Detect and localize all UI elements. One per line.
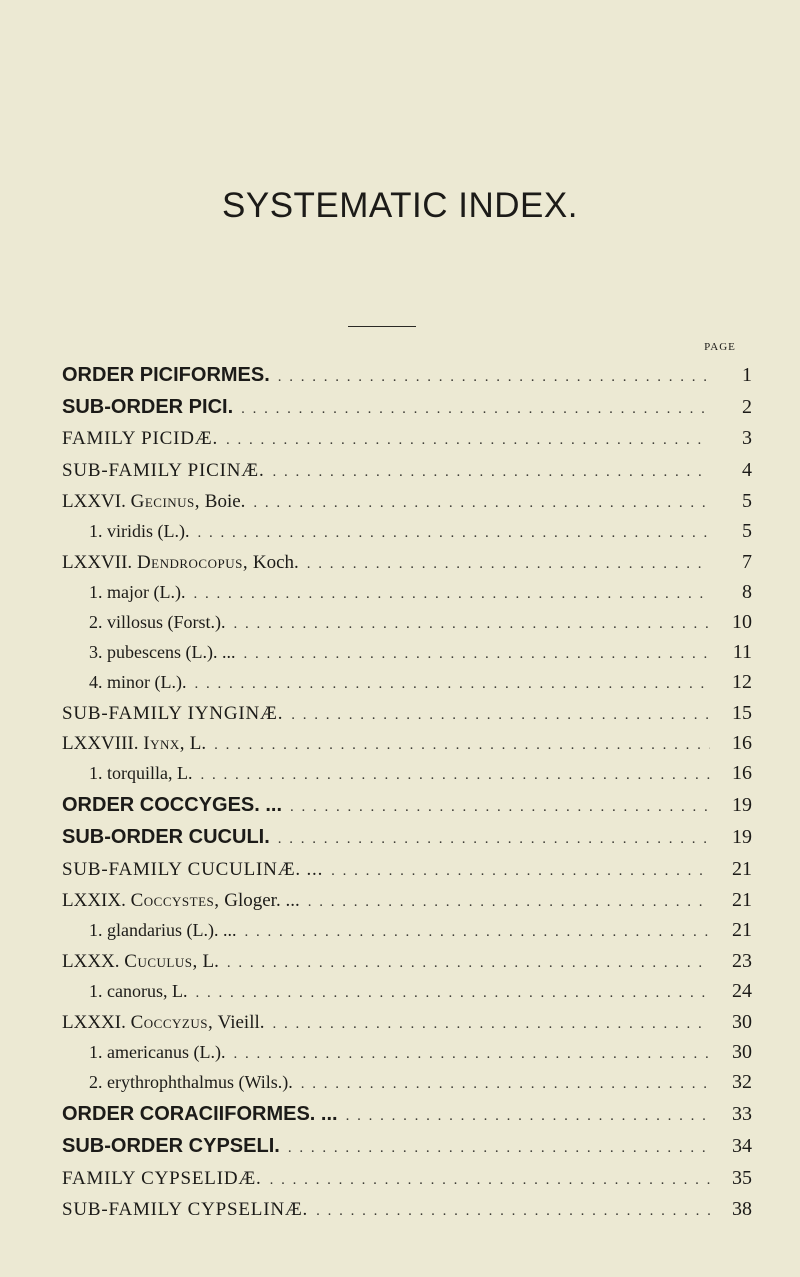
- entry-label: ORDER CORACIIFORMES. ...: [62, 1103, 338, 1125]
- entry-label: 3. pubescens (L.). ...: [89, 642, 236, 662]
- page-number: 33: [732, 1103, 752, 1125]
- dot-leader: [226, 432, 710, 449]
- species-entry: [89, 762, 752, 785]
- entry-label: [62, 951, 227, 973]
- dot-leader: [200, 767, 710, 784]
- entry-label: FAMILY PICIDÆ.: [62, 428, 219, 449]
- dot-leader: [214, 737, 710, 754]
- entry-label: 4. minor (L.).: [89, 672, 187, 692]
- page-number: 24: [732, 980, 752, 1002]
- entry-label: ORDER PICIFORMES.: [62, 364, 270, 386]
- entry-label: [62, 1012, 273, 1034]
- entry-label: 2. erythrophthalmus (Wils.).: [89, 1072, 293, 1092]
- dot-leader: [346, 1108, 710, 1125]
- page-number: 5: [742, 490, 752, 512]
- genus-entry: [62, 490, 752, 513]
- genus-name: Iynx,: [143, 733, 186, 754]
- genus-name: Cuculus,: [124, 951, 198, 972]
- entry-label: 1. americanus (L.).: [89, 1042, 226, 1062]
- page-title: SYSTEMATIC INDEX.: [222, 186, 578, 226]
- entry-label: [62, 491, 253, 513]
- page-number: 35: [732, 1167, 752, 1189]
- genus-entry: [62, 551, 752, 574]
- genus-entry: [62, 732, 752, 755]
- family-entry: [62, 858, 752, 881]
- entry-label: 1. major (L.).: [89, 582, 186, 602]
- page-number: 3: [742, 427, 752, 449]
- family-entry: [62, 1167, 752, 1190]
- genus-name: Dendrocopus,: [136, 552, 249, 573]
- entry-label: 1. glandarius (L.). ...: [89, 920, 237, 940]
- page-number: 19: [732, 794, 752, 816]
- entry-label: 2. villosus (Forst.).: [89, 612, 226, 632]
- genus-number: LXXVII.: [62, 552, 137, 573]
- dot-leader: [288, 1140, 710, 1157]
- family-entry: [62, 702, 752, 725]
- dot-leader: [278, 831, 710, 848]
- entry-label: SUB-ORDER CUCULI.: [62, 826, 270, 848]
- dot-leader: [194, 676, 710, 693]
- order-entry: [62, 364, 752, 387]
- page-number: 5: [742, 520, 752, 542]
- entry-label: [62, 890, 308, 912]
- entry-label: SUB-FAMILY PICINÆ.: [62, 460, 265, 481]
- dot-leader: [331, 863, 710, 880]
- dot-leader: [307, 556, 710, 573]
- genus-authority: Koch.: [248, 552, 299, 573]
- dot-leader: [244, 924, 710, 941]
- page-column-header: PAGE: [704, 341, 736, 353]
- entry-label: SUB-FAMILY CYPSELINÆ.: [62, 1199, 309, 1220]
- order-entry: [62, 1103, 752, 1126]
- suborder-entry: [62, 396, 752, 419]
- page-number: 15: [732, 702, 752, 724]
- genus-number: LXXVIII.: [62, 733, 144, 754]
- page-number: 34: [732, 1135, 752, 1157]
- dot-leader: [273, 464, 710, 481]
- family-entry: [62, 1198, 752, 1221]
- page-number: 21: [732, 889, 752, 911]
- page-number: 19: [732, 826, 752, 848]
- entry-label: ORDER COCCYGES. ...: [62, 794, 283, 816]
- entry-label: SUB-FAMILY CUCULINÆ. ...: [62, 859, 324, 880]
- page-number: 30: [732, 1041, 752, 1063]
- family-entry: [62, 427, 752, 450]
- family-entry: [62, 459, 752, 482]
- species-entry: [89, 520, 752, 543]
- genus-name: Coccyzus,: [130, 1012, 214, 1033]
- genus-entry: [62, 889, 752, 912]
- species-entry: [89, 611, 752, 634]
- genus-authority: Boie.: [200, 491, 246, 512]
- dot-leader: [193, 586, 710, 603]
- dot-leader: [270, 1172, 710, 1189]
- genus-number: LXXX.: [62, 951, 125, 972]
- entry-label: SUB-FAMILY IYNGINÆ.: [62, 703, 284, 724]
- entry-label: [62, 552, 307, 574]
- page-number: 23: [732, 950, 752, 972]
- dot-leader: [234, 616, 710, 633]
- genus-authority: Vieill.: [213, 1012, 265, 1033]
- page-number: 1: [742, 364, 752, 386]
- page-number: 7: [742, 551, 752, 573]
- dot-leader: [273, 1016, 710, 1033]
- dot-leader: [233, 1046, 710, 1063]
- dot-leader: [243, 646, 710, 663]
- page-number: 4: [742, 459, 752, 481]
- entry-label: SUB-ORDER CYPSELI.: [62, 1135, 280, 1157]
- genus-number: LXXIX.: [62, 890, 131, 911]
- genus-entry: [62, 1011, 752, 1034]
- species-entry: [89, 671, 752, 694]
- genus-entry: [62, 950, 752, 973]
- dot-leader: [241, 401, 710, 418]
- dot-leader: [290, 799, 710, 816]
- dot-leader: [195, 985, 710, 1002]
- dot-leader: [198, 525, 711, 542]
- species-entry: [89, 641, 752, 664]
- suborder-entry: [62, 826, 752, 849]
- dot-leader: [316, 1203, 710, 1220]
- dot-leader: [227, 955, 710, 972]
- title-rule: [348, 326, 416, 327]
- entry-label: FAMILY CYPSELIDÆ.: [62, 1168, 262, 1189]
- dot-leader: [278, 369, 710, 386]
- page-number: 38: [732, 1198, 752, 1220]
- species-entry: [89, 581, 752, 604]
- page-number: 16: [732, 732, 752, 754]
- species-entry: [89, 1071, 752, 1094]
- entry-label: 1. torquilla, L.: [89, 763, 193, 783]
- genus-name: Gecinus,: [130, 491, 201, 512]
- page-number: 2: [742, 396, 752, 418]
- dot-leader: [291, 707, 710, 724]
- entry-label: 1. viridis (L.).: [89, 521, 190, 541]
- page-number: 30: [732, 1011, 752, 1033]
- genus-authority: L.: [185, 733, 207, 754]
- species-entry: [89, 1041, 752, 1064]
- page-number: 16: [732, 762, 752, 784]
- suborder-entry: [62, 1135, 752, 1158]
- genus-number: LXXVI.: [62, 491, 131, 512]
- page-number: 12: [732, 671, 752, 693]
- page-number: 11: [732, 641, 752, 663]
- page-number: 21: [732, 919, 752, 941]
- page-number: 21: [732, 858, 752, 880]
- entry-label: SUB-ORDER PICI.: [62, 396, 234, 418]
- order-entry: [62, 794, 752, 817]
- entry-label: [62, 733, 214, 755]
- genus-authority: L.: [197, 951, 219, 972]
- dot-leader: [301, 1076, 710, 1093]
- genus-number: LXXXI.: [62, 1012, 131, 1033]
- genus-authority: Gloger. ...: [219, 890, 300, 911]
- page-number: 32: [732, 1071, 752, 1093]
- genus-name: Coccystes,: [130, 890, 220, 911]
- page-number: 8: [742, 581, 752, 603]
- species-entry: [89, 980, 752, 1003]
- dot-leader: [253, 495, 710, 512]
- page-number: 10: [732, 611, 752, 633]
- entry-label: 1. canorus, L.: [89, 981, 188, 1001]
- dot-leader: [308, 894, 710, 911]
- species-entry: [89, 919, 752, 942]
